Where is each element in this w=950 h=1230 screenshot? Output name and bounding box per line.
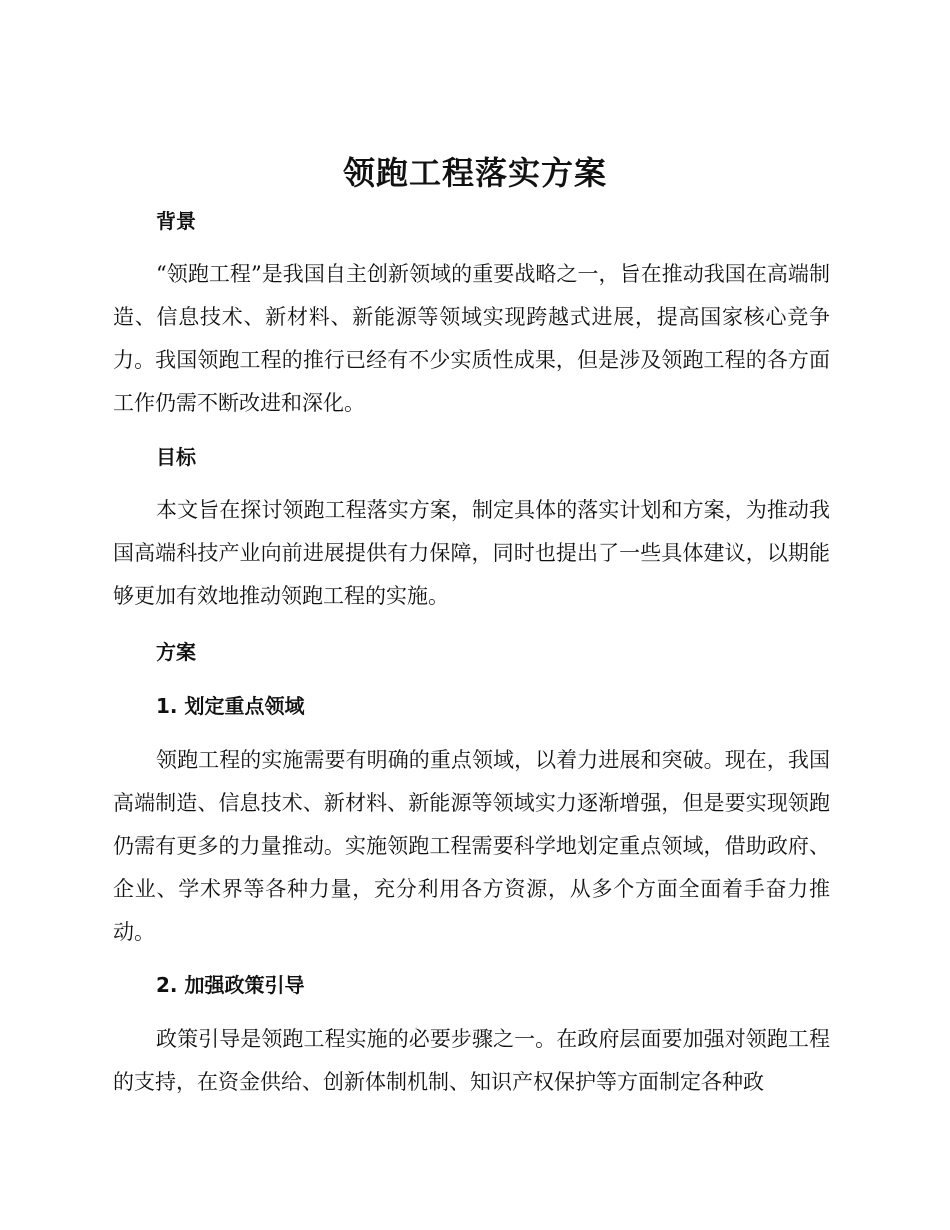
policy-paragraph: 政策引导是领跑工程实施的必要步骤之一。在政府层面要加强对领跑工程的支持，在资金供给、创新体制机制、知识产权保护等方面制定各种政	[113, 1027, 830, 1094]
document-title: 领跑工程落实方案	[342, 154, 607, 192]
section-heading-background: 背景	[156, 209, 196, 233]
section-heading-goal: 目标	[156, 445, 196, 469]
key-areas-paragraph: 领跑工程的实施需要有明确的重点领域，以着力进展和突破。现在，我国高端制造、信息技术、新材料、新能源等领域实力逐渐增强，但是要实现领跑仍需有更多的力量推动。实施领跑工程需要科学地划定重点领域，借助政府、企业、学术界等各种力量，充分利用各方资源，从多个方面全面着手奋力推动。	[113, 748, 830, 944]
subsection-heading-policy: 2. 加强政策引导	[156, 973, 305, 997]
subsection-heading-key-areas: 1. 划定重点领域	[156, 694, 305, 718]
background-paragraph: “领跑工程”是我国自主创新领域的重要战略之一，旨在推动我国在高端制造、信息技术、新材料、新能源等领域实现跨越式进展，提高国家核心竞争力。我国领跑工程的推行已经有不少实质性成果，但是涉及领跑工程的各方面工作仍需不断改进和深化。	[113, 262, 830, 415]
goal-paragraph: 本文旨在探讨领跑工程落实方案，制定具体的落实计划和方案，为推动我国高端科技产业向前进展提供有力保障，同时也提出了一些具体建议，以期能够更加有效地推动领跑工程的实施。	[113, 498, 830, 608]
section-heading-plan: 方案	[156, 640, 196, 664]
